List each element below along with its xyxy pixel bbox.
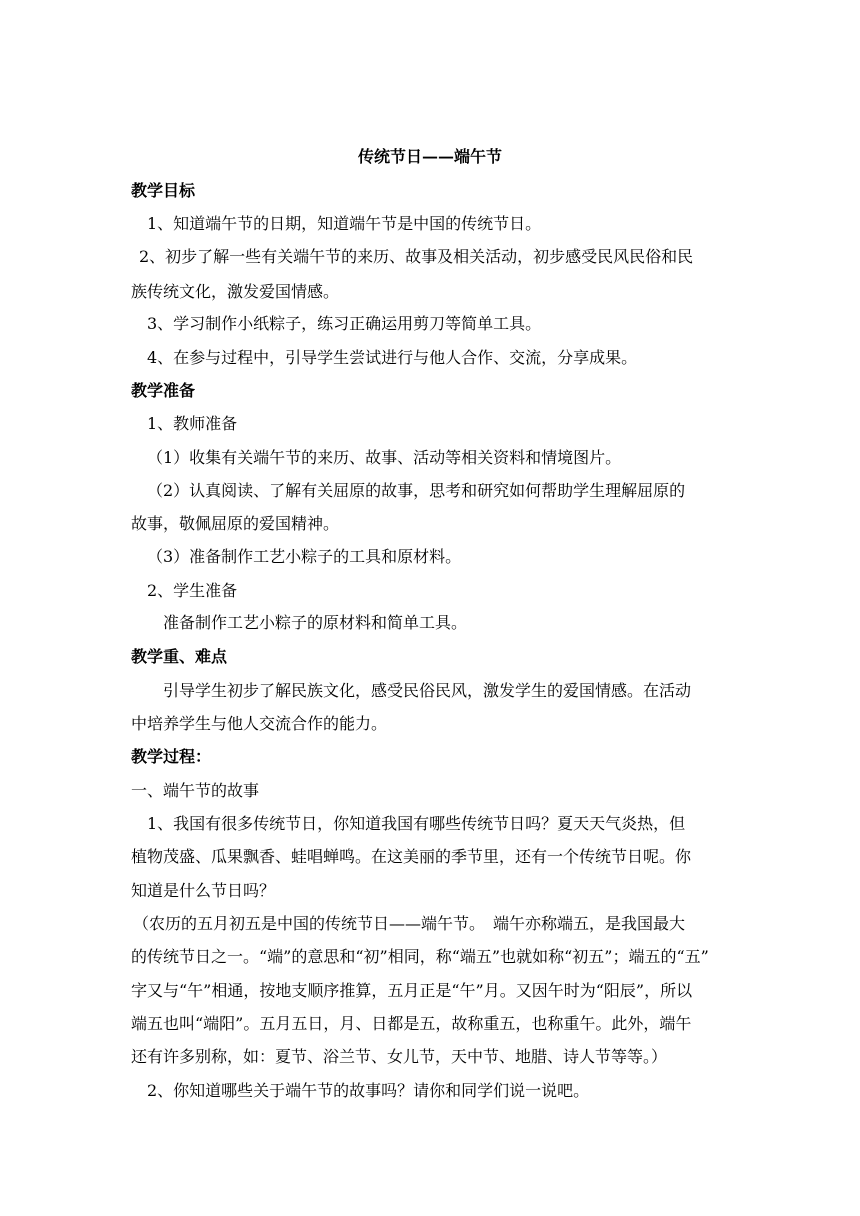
preparation-item: 准备制作工艺小粽子的原材料和简单工具。 (163, 613, 468, 632)
heading-preparation: 教学准备 (131, 381, 196, 400)
goal-item-continued: 族传统文化，激发爱国情感。 (131, 282, 340, 301)
process-text: （农历的五月初五是中国的传统节日——端午节。 端午亦称端五，是我国最大 (133, 914, 686, 933)
key-points-text: 引导学生初步了解民族文化，感受民俗民风，激发学生的爱国情感。在活动 (163, 681, 692, 700)
preparation-item: （2）认真阅读、了解有关屈原的故事，思考和研究如何帮助学生理解屈原的 (147, 481, 686, 500)
process-text: 植物茂盛、瓜果飘香、蛙唱蝉鸣。在这美丽的季节里，还有一个传统节日呢。你 (131, 847, 692, 866)
process-text: 1、我国有很多传统节日，你知道我国有哪些传统节日吗？夏天天气炎热，但 (147, 814, 686, 833)
preparation-item: （1）收集有关端午节的来历、故事、活动等相关资料和情境图片。 (147, 448, 622, 467)
heading-process: 教学过程： (131, 747, 212, 766)
process-text: 2、你知道哪些关于端午节的故事吗？请你和同学们说一说吧。 (147, 1081, 590, 1100)
goal-item: 1、知道端午节的日期，知道端午节是中国的传统节日。 (147, 214, 542, 233)
process-text: 端五也叫“端阳”。五月五日，月、日都是五，故称重五，也称重午。此外，端午 (131, 1014, 692, 1033)
goal-item: 4、在参与过程中，引导学生尝试进行与他人合作、交流，分享成果。 (147, 348, 638, 367)
preparation-item: 1、教师准备 (147, 414, 238, 433)
process-text: 知道是什么节日吗？ (131, 881, 276, 900)
heading-goals: 教学目标 (131, 181, 196, 200)
goal-item: 2、初步了解一些有关端午节的来历、故事及相关活动，初步感受民风民俗和民 (139, 247, 694, 266)
document-title: 传统节日——端午节 (357, 147, 502, 166)
preparation-item: 2、学生准备 (147, 581, 238, 600)
heading-key-points: 教学重、难点 (131, 647, 228, 666)
key-points-text: 中培养学生与他人交流合作的能力。 (131, 714, 388, 733)
process-subheading: 一、端午节的故事 (131, 781, 260, 800)
preparation-item: （3）准备制作工艺小粽子的工具和原材料。 (147, 547, 462, 566)
process-text: 还有许多别称，如：夏节、浴兰节、女儿节，天中节、地腊、诗人节等等。） (131, 1047, 668, 1066)
goal-item: 3、学习制作小纸粽子，练习正确运用剪刀等简单工具。 (147, 314, 542, 333)
preparation-item-continued: 故事，敬佩屈原的爱国精神。 (131, 514, 340, 533)
process-text: 字又与“午”相通，按地支顺序推算，五月正是“午”月。又因午时为“阳辰”，所以 (131, 981, 693, 1000)
process-text: 的传统节日之一。“端”的意思和“初”相同，称“端五”也就如称“初五”；端五的“五” (131, 947, 709, 966)
